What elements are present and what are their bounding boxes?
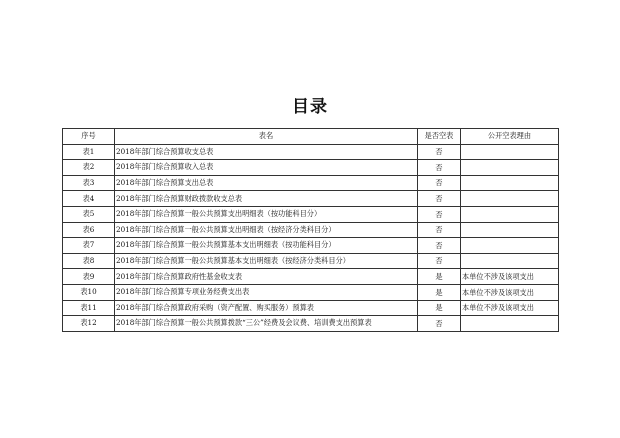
row-reason [461,316,559,332]
row-reason: 本单位不涉及该项支出 [461,269,559,285]
row-index: 表6 [63,222,115,238]
row-name: 2018年部门综合预算专项业务经费支出表 [115,284,418,300]
row-index: 表5 [63,206,115,222]
header-reason: 公开空表理由 [461,129,559,145]
table-row [63,238,559,254]
row-index: 表7 [63,238,115,254]
table-row [63,269,559,285]
row-name: 2018年部门综合预算一般公共预算拨款“三公”经费及会议费、培训费支出预算表 [115,316,418,332]
row-is-empty: 否 [418,238,461,254]
row-reason [461,175,559,191]
row-name: 2018年部门综合预算一般公共预算基本支出明细表（按经济分类科目分） [115,253,418,269]
header-is-empty: 是否空表 [418,129,461,145]
row-index: 表10 [63,284,115,300]
row-name: 2018年部门综合预算财政拨款收支总表 [115,191,418,207]
row-index: 表8 [63,253,115,269]
table-row [63,144,559,160]
table-row [63,284,559,300]
table-row [63,191,559,207]
row-name: 2018年部门综合预算政府性基金收支表 [115,269,418,285]
row-reason [461,160,559,176]
row-reason [461,191,559,207]
row-is-empty: 否 [418,175,461,191]
row-is-empty: 是 [418,300,461,316]
row-is-empty: 否 [418,144,461,160]
row-is-empty: 是 [418,269,461,285]
row-is-empty: 是 [418,284,461,300]
row-is-empty: 否 [418,316,461,332]
row-index: 表4 [63,191,115,207]
row-name: 2018年部门综合预算一般公共预算支出明细表（按功能科目分） [115,206,418,222]
catalog-table [62,128,559,332]
row-reason: 本单位不涉及该项支出 [461,284,559,300]
page-title: 目录 [292,97,328,117]
table-row [63,175,559,191]
row-name: 2018年部门综合预算收入总表 [115,160,418,176]
row-reason [461,206,559,222]
row-is-empty: 否 [418,191,461,207]
table-row [63,160,559,176]
row-index: 表2 [63,160,115,176]
table-row [63,300,559,316]
row-index: 表11 [63,300,115,316]
row-is-empty: 否 [418,253,461,269]
row-name: 2018年部门综合预算一般公共预算支出明细表（按经济分类科目分） [115,222,418,238]
table-header-row [63,129,559,145]
row-is-empty: 否 [418,160,461,176]
table-row [63,206,559,222]
row-name: 2018年部门综合预算政府采购（资产配置、购买服务）预算表 [115,300,418,316]
row-reason [461,238,559,254]
row-name: 2018年部门综合预算一般公共预算基本支出明细表（按功能科目分） [115,238,418,254]
row-name: 2018年部门综合预算支出总表 [115,175,418,191]
table-row [63,316,559,332]
row-is-empty: 否 [418,222,461,238]
row-reason [461,253,559,269]
table-row [63,253,559,269]
row-name: 2018年部门综合预算收支总表 [115,144,418,160]
row-index: 表12 [63,316,115,332]
header-index: 序号 [63,129,115,145]
row-reason: 本单位不涉及该项支出 [461,300,559,316]
row-index: 表1 [63,144,115,160]
row-index: 表3 [63,175,115,191]
row-reason [461,144,559,160]
row-reason [461,222,559,238]
header-name: 表名 [115,129,418,145]
row-index: 表9 [63,269,115,285]
table-row [63,222,559,238]
row-is-empty: 否 [418,206,461,222]
